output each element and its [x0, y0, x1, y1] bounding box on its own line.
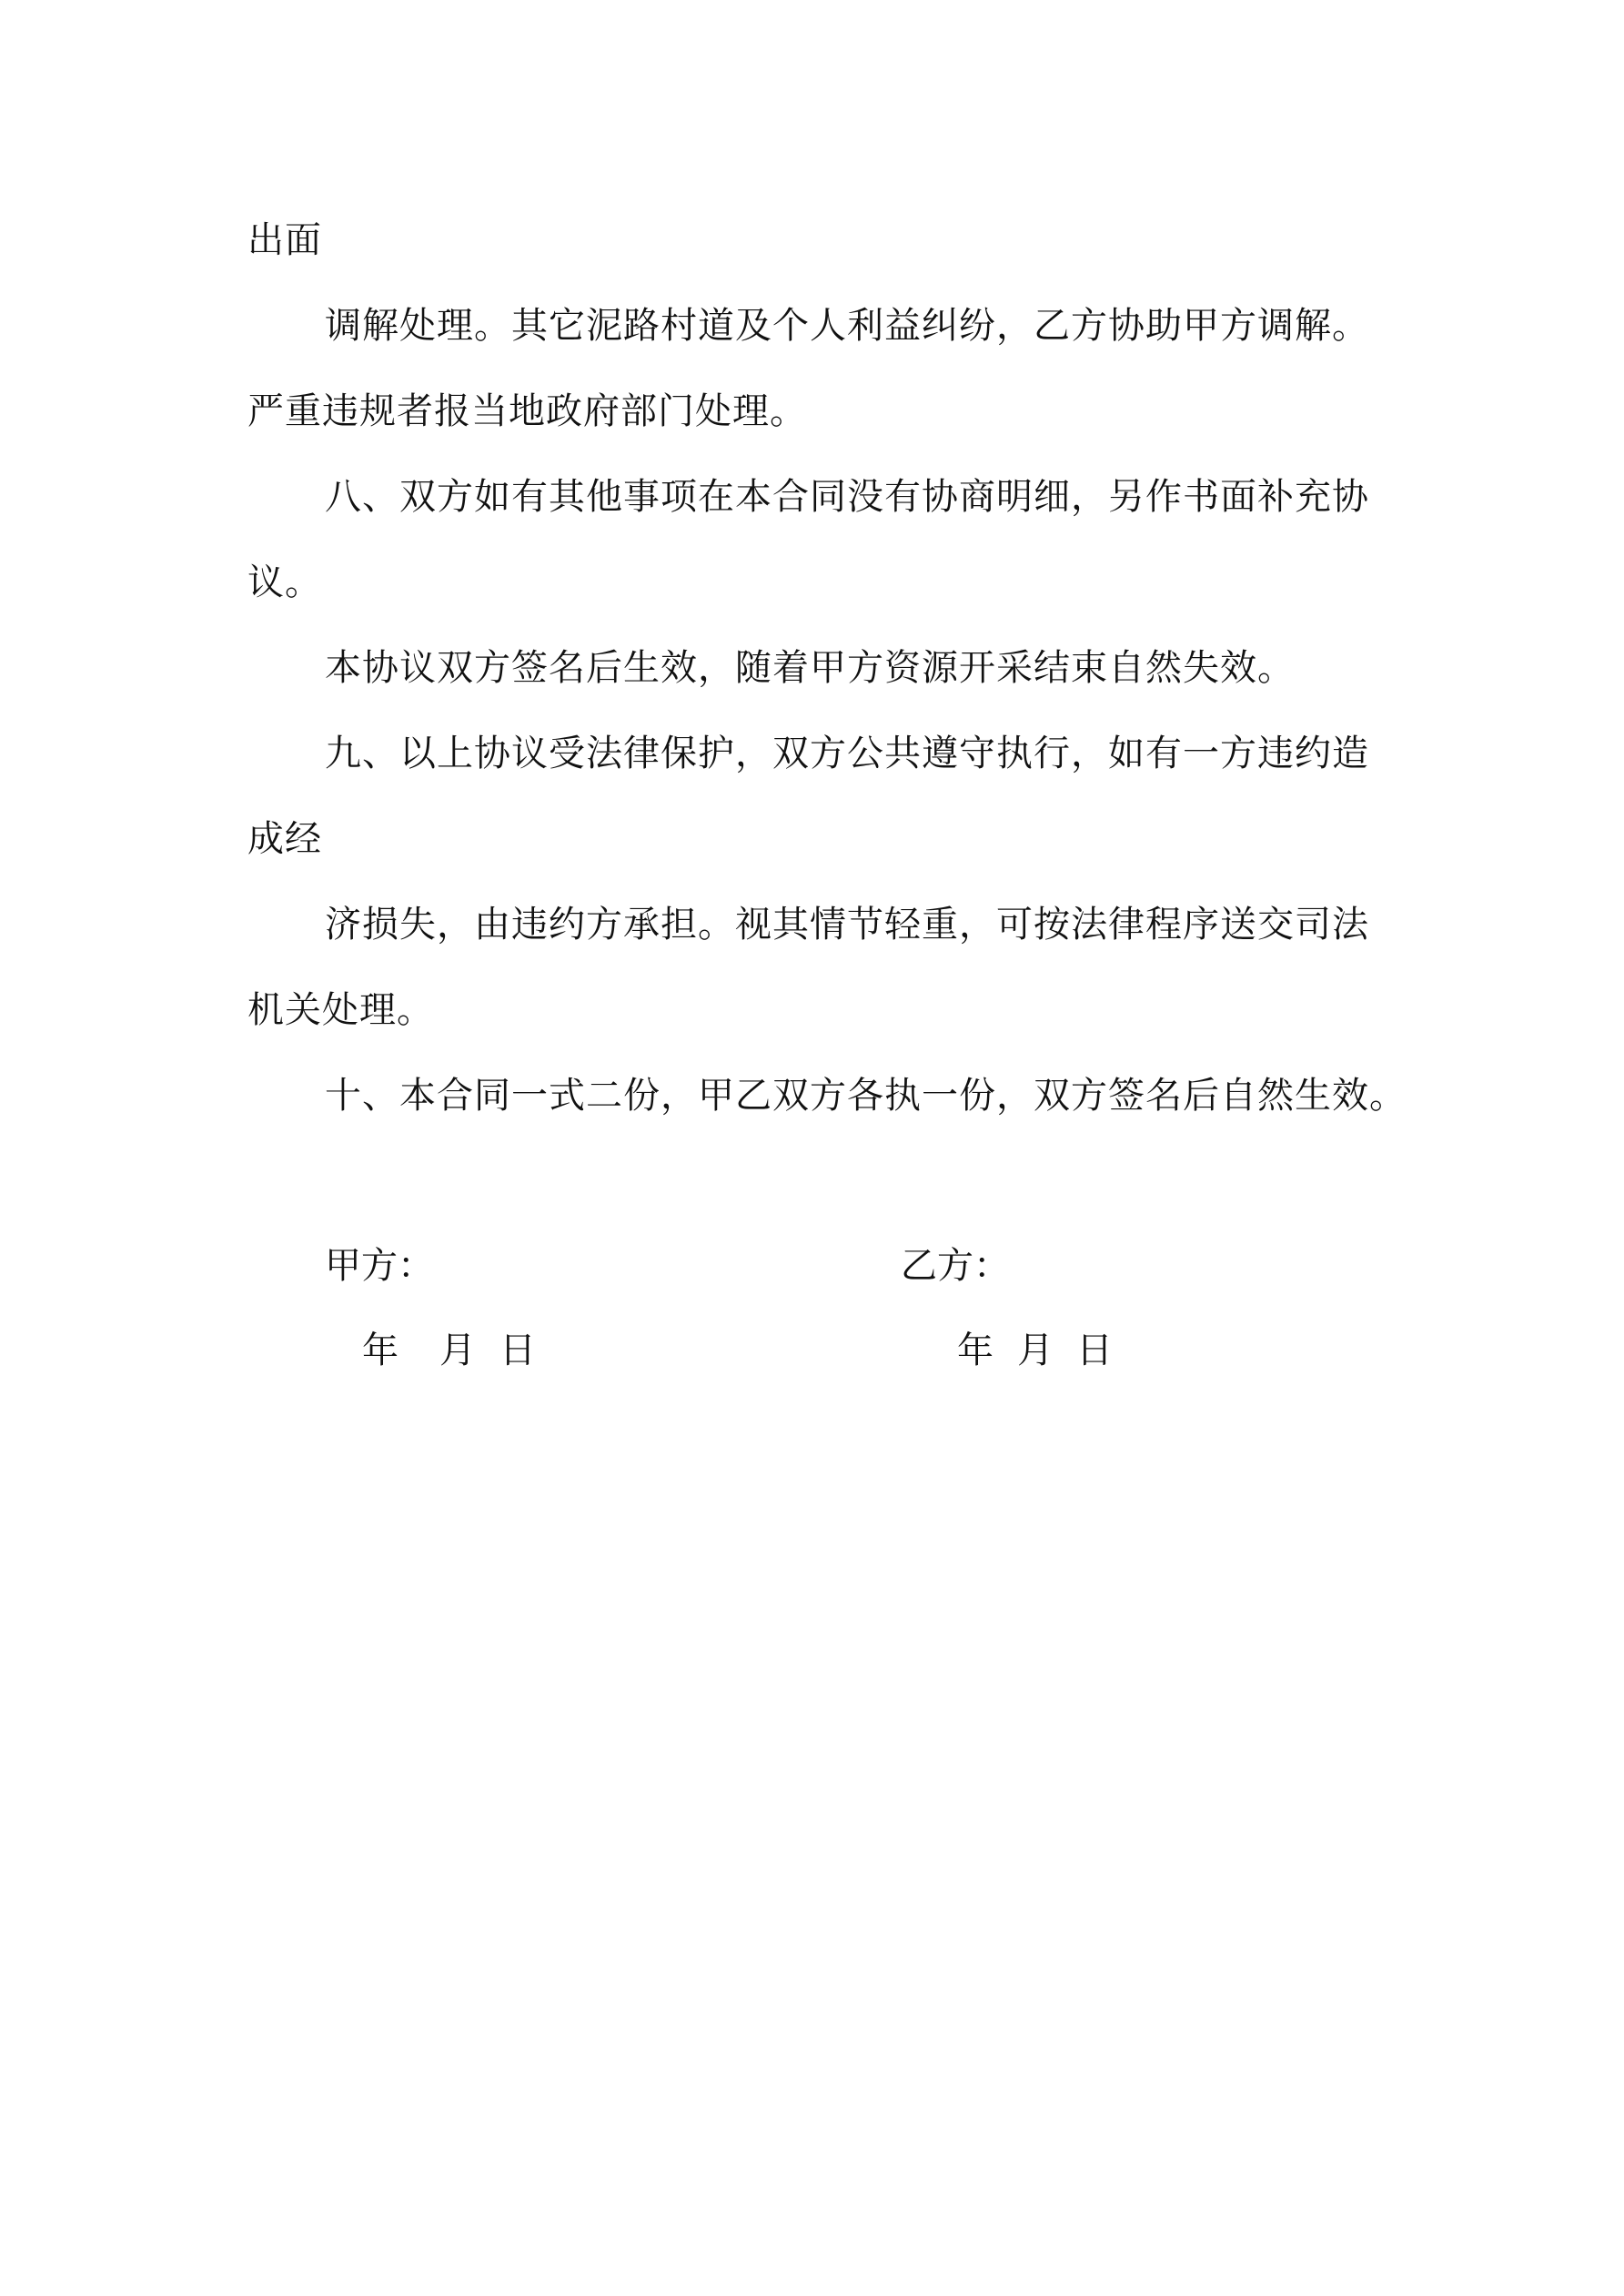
paragraph-line: 济损失，由违约方承担。视其情节轻重，可按法律程序送交司法 — [325, 904, 1369, 946]
paragraph-line: 成经 — [247, 818, 322, 860]
clause-eight-line: 八、双方如有其他事项在本合同没有协商明细，另作书面补充协 — [325, 476, 1369, 518]
party-b-signature-label: 乙方： — [901, 1245, 1010, 1287]
party-a-signature-label: 甲方： — [325, 1245, 434, 1287]
party-a-date-day: 日 — [499, 1330, 536, 1371]
party-b-date-month: 月 — [1017, 1330, 1054, 1371]
paragraph-line: 议。 — [247, 561, 322, 603]
paragraph-line: 严重违规者报当地政府部门处理。 — [247, 390, 807, 432]
clause-ten-line: 十、本合同一式二份，甲乙双方各执一份，双方签名后自然生效。 — [325, 1075, 1407, 1117]
paragraph-line: 出面 — [247, 219, 322, 261]
party-b-date-year: 年 — [957, 1330, 994, 1371]
paragraph-line: 机关处理。 — [247, 989, 434, 1031]
party-a-date-month: 月 — [439, 1330, 476, 1371]
party-a-date-year: 年 — [362, 1330, 398, 1371]
effectiveness-line: 本协议双方签名后生效，随着甲方资源开采结束自然失效。 — [325, 647, 1295, 689]
party-b-date-day: 日 — [1076, 1330, 1113, 1371]
clause-nine-line: 九、以上协议受法律保护，双方公共遵守执行，如有一方违约造 — [325, 733, 1369, 774]
paragraph-line: 调解处理。其它泥路村道及个人利益纠纷，乙方协助甲方调解。 — [325, 305, 1369, 347]
